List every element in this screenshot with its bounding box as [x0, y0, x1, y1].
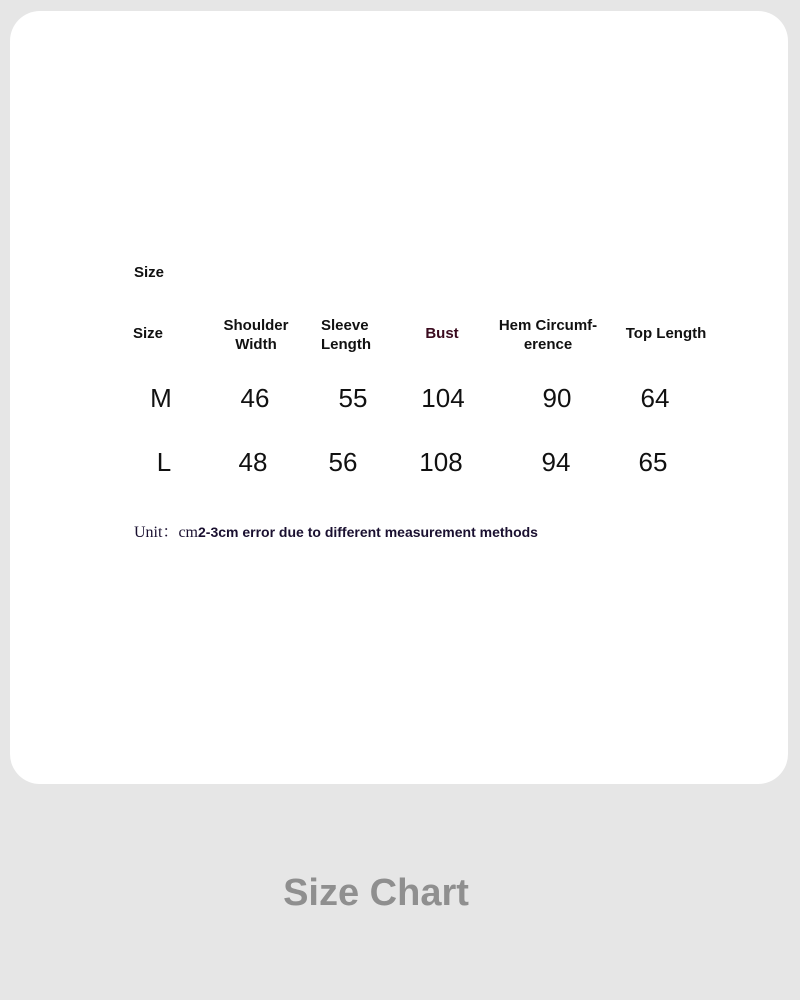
header-size: Size: [133, 325, 164, 342]
header-shoulder-width: Shoulder Width: [223, 317, 289, 353]
table-cell-shoulder: 46: [240, 383, 270, 413]
table-cell-size: M: [150, 383, 172, 413]
measurement-note: [134, 519, 538, 542]
table-cell-sleeve: 55: [338, 383, 368, 413]
header-top-length: Top Length: [625, 325, 707, 342]
table-cell-shoulder: 48: [238, 447, 268, 477]
header-hem-circumference: Hem Circumf- erence: [498, 317, 598, 353]
table-cell-sleeve: 56: [328, 447, 358, 477]
error-message: 2-3cm error due to different measurement methods: [198, 524, 538, 540]
table-title: Size: [134, 264, 165, 281]
header-bust: Bust: [425, 325, 459, 342]
table-cell-bust: 108: [419, 447, 463, 477]
header-sleeve-length: Sleeve Length: [321, 317, 371, 353]
table-cell-length: 65: [638, 447, 668, 477]
table-cell-hem: 90: [542, 383, 572, 413]
table-cell-size: L: [156, 447, 172, 477]
table-cell-bust: 104: [421, 383, 465, 413]
table-cell-length: 64: [640, 383, 670, 413]
table-cell-hem: 94: [541, 447, 571, 477]
unit-label: Unit：cm: [134, 524, 198, 541]
footer-title: Size Chart: [283, 872, 469, 914]
